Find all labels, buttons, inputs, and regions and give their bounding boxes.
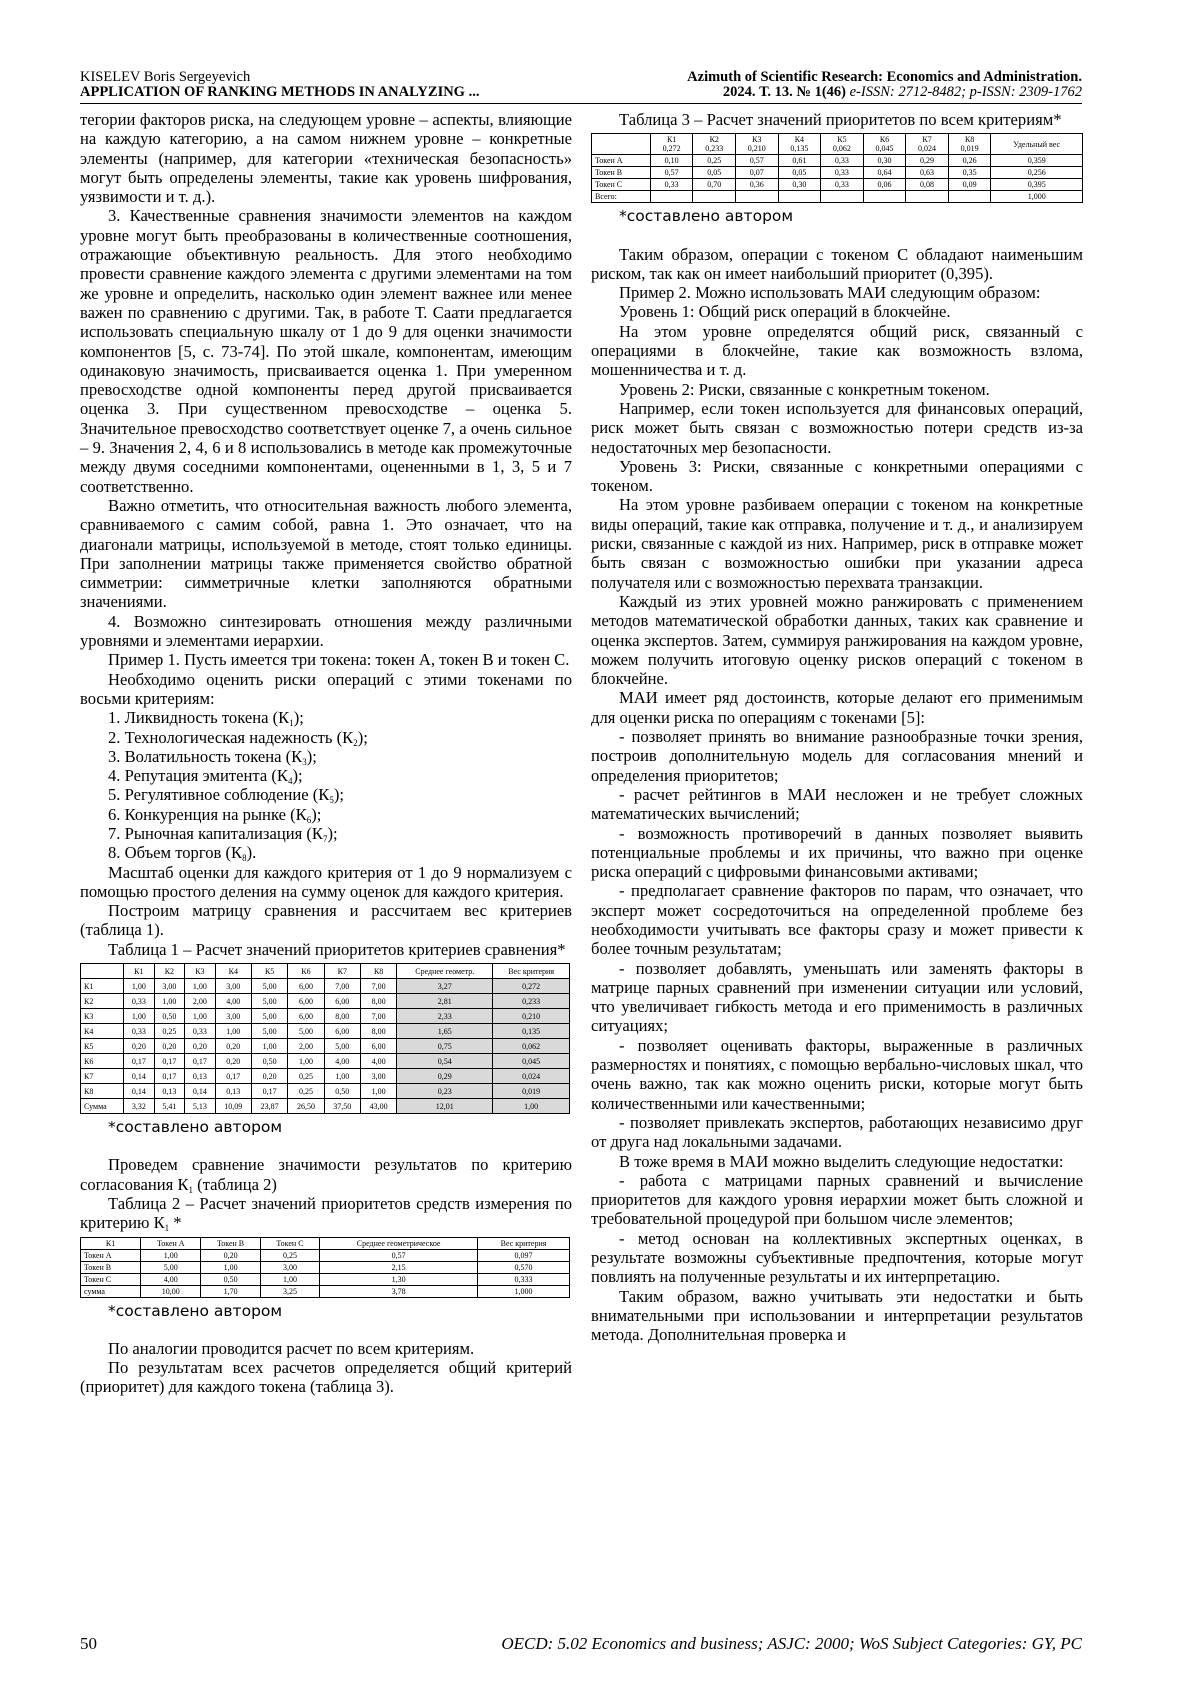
paragraph: [80, 1155, 572, 1194]
list-item: - позволяет добавлять, уменьшать или заменять факторы в матрице парных сравнений при изменении ситуации или условий, что увеличивает гибкость метода и его применимость в различных ситуациях;: [591, 958, 1083, 1036]
table-cell: 0,70: [693, 179, 736, 191]
table-cell: 0,20: [185, 1039, 216, 1054]
table-cell: 8,00: [324, 1009, 360, 1024]
table-cell: 8,00: [360, 994, 396, 1009]
table-cell: 0,14: [124, 1084, 155, 1099]
table-cell: 5,41: [154, 1099, 185, 1114]
table-header-cell: К5 0,062: [821, 134, 864, 155]
table-row: [81, 1024, 570, 1039]
table-cell: 3,27: [397, 979, 493, 994]
table-cell: 0,05: [693, 167, 736, 179]
list-item: - позволяет оценивать факторы, выраженные в различных размерностях и понятиях, с помощью вербально-числовых шкал, что очень важно, так как можно оценить риски, которые могут быть количественными или качественными;: [591, 1035, 1083, 1113]
right-column: [591, 110, 1083, 1345]
table1-caption: Таблица 1 – Расчет значений приоритетов критериев сравнения*: [108, 939, 566, 959]
table-cell: [736, 191, 779, 203]
table-cell: Сумма: [81, 1099, 124, 1114]
table-cell: 5,00: [288, 1024, 324, 1039]
table-cell: 0,024: [493, 1069, 570, 1084]
t2-cap-end: *: [169, 1213, 182, 1233]
table-cell: 0,17: [215, 1069, 251, 1084]
table-cell: 0,29: [397, 1069, 493, 1084]
table-cell: Токен В: [81, 1261, 141, 1273]
table-cell: К1: [81, 979, 124, 994]
table-cell: [693, 191, 736, 203]
table-cell: 0,50: [154, 1009, 185, 1024]
paragraph: По аналогии проводится расчет по всем критериям.: [108, 1338, 475, 1358]
paragraph: Пример 2. Можно использовать МАИ следующим образом:: [619, 283, 1041, 303]
table-cell: 0,30: [863, 155, 906, 167]
table-cell: [948, 191, 991, 203]
table2-note: *составлено автором: [108, 1301, 283, 1320]
criterion-item: 2. Технологическая надежность $(К_2)$;: [108, 727, 368, 748]
table-row: [81, 1261, 570, 1273]
table-cell: 7,00: [360, 1009, 396, 1024]
table-cell: 0,062: [493, 1039, 570, 1054]
header-title: APPLICATION OF RANKING METHODS IN ANALYZING ...: [80, 84, 480, 100]
table-cell: 0,25: [288, 1069, 324, 1084]
running-header-left: [80, 70, 479, 100]
paragraph: В тоже время в МАИ можно выделить следующие недостатки:: [619, 1151, 1064, 1171]
table-cell: 6,00: [360, 1039, 396, 1054]
table3-note: *составлено автором: [619, 207, 794, 226]
paragraph: 4. Возможно синтезировать отношения между различными уровнями и элементами иерархии.: [80, 611, 572, 651]
table-cell: 3,25: [260, 1285, 319, 1297]
table-cell: 0,135: [493, 1024, 570, 1039]
table-cell: 0,13: [185, 1069, 216, 1084]
paragraph: 3. Качественные сравнения значимости элементов на каждом уровне могут быть преобразованы в количественные соотношения, отражающие объективную реальность. Для этого необходимо провести сравнение каждого элемента с другими элементами на том же уровне и определить, насколько один элемент важнее или менее важен по сравнению с другими. Так, в работе Т. Саати предлагается использовать специальную шкалу от 1 до 9 для оценки значимости компонентов [5, с. 73-74]. По этой шкале, компонентам, имеющим одинаковую значимость, присваивается оценка 1. При умеренном превосходстве одной компоненты перед другой присваивается оценка 3. При существенном превосходстве – оценка 5. Значительное превосходство соответствует оценке 7, а очень сильное – 9. Значения 2, 4, 6 и 8 использовались в методе как промежуточные между двумя соседними компонентами, оцененными в 1, 3, 5 и 7 соответственно.: [80, 206, 572, 496]
table-cell: 6,00: [288, 994, 324, 1009]
table-cell: 0,57: [320, 1249, 478, 1261]
table-header-cell: К6: [288, 964, 324, 979]
table-cell: 0,61: [778, 155, 821, 167]
table-header-row: [81, 964, 570, 979]
table-cell: 1,00: [493, 1099, 570, 1114]
table-cell: 0,13: [154, 1084, 185, 1099]
table-cell: 0,25: [154, 1024, 185, 1039]
running-header-right: [687, 70, 1082, 100]
table-cell: 0,33: [185, 1024, 216, 1039]
table-header-cell: К6 0,045: [863, 134, 906, 155]
table-header-cell: К2 0,233: [693, 134, 736, 155]
table-cell: 1,65: [397, 1024, 493, 1039]
table-cell: 6,00: [288, 1009, 324, 1024]
header-issn: e-ISSN: 2712-8482; p-ISSN: 2309-1762: [849, 84, 1082, 100]
table-cell: 0,54: [397, 1054, 493, 1069]
table-cell: 2,33: [397, 1009, 493, 1024]
table-cell: 0,30: [778, 179, 821, 191]
table-cell: К4: [81, 1024, 124, 1039]
table-header-cell: К5: [251, 964, 287, 979]
table-header-cell: К7: [324, 964, 360, 979]
criterion-item: 1. Ликвидность токена $(К_1)$;: [108, 708, 304, 729]
page-number: 50: [80, 1634, 97, 1653]
disadvantages-list: [591, 1171, 1083, 1287]
table-cell: 0,63: [906, 167, 949, 179]
table-cell: 0,395: [991, 179, 1083, 191]
table-cell: Токен С: [592, 179, 651, 191]
table-cell: 0,29: [906, 155, 949, 167]
table-row: [81, 1039, 570, 1054]
table-header-cell: К4 0,135: [778, 134, 821, 155]
table-header-cell: Токен А: [141, 1237, 201, 1249]
table-cell: 0,09: [948, 179, 991, 191]
table-cell: [906, 191, 949, 203]
criterion-item: 3. Волатильность токена $(К_3)$;: [108, 746, 317, 767]
table-cell: 5,00: [251, 994, 287, 1009]
table-header-cell: К3: [185, 964, 216, 979]
table-cell: 23,87: [251, 1099, 287, 1114]
table-cell: 0,20: [124, 1039, 155, 1054]
table-header-cell: Вес критерия: [478, 1237, 570, 1249]
paragraph: Таким образом, важно учитывать эти недостатки и быть внимательными при использовании и интерпретации результатов метода. Дополнительная проверка и: [591, 1286, 1083, 1345]
p9-text: Проведем сравнение значимости результатов по критерию согласования К: [80, 1155, 572, 1194]
table-cell: К2: [81, 994, 124, 1009]
table-header-cell: Удельный вес: [991, 134, 1083, 155]
table-cell: 1,00: [201, 1261, 260, 1273]
table-cell: 0,256: [991, 167, 1083, 179]
table-cell: 0,097: [478, 1249, 570, 1261]
table-cell: сумма: [81, 1285, 141, 1297]
table-cell: [650, 191, 693, 203]
table-cell: 2,00: [185, 994, 216, 1009]
table-cell: К6: [81, 1054, 124, 1069]
table-cell: 2,81: [397, 994, 493, 1009]
table-cell: Токен А: [592, 155, 651, 167]
table-cell: 0,35: [948, 167, 991, 179]
table-cell: 3,00: [260, 1261, 319, 1273]
table-cell: 3,00: [215, 1009, 251, 1024]
table1-note: *составлено автором: [108, 1118, 283, 1137]
table-cell: [863, 191, 906, 203]
table-cell: 0,36: [736, 179, 779, 191]
header-author: KISELEV Boris Sergeyevich: [80, 69, 251, 85]
table-cell: 5,00: [251, 1024, 287, 1039]
table-header-cell: Вес критерия: [493, 964, 570, 979]
table-cell: 0,17: [124, 1054, 155, 1069]
table-cell: 0,13: [215, 1084, 251, 1099]
table-row: [592, 179, 1083, 191]
table-cell: 1,00: [360, 1084, 396, 1099]
paragraph: Например, если токен используется для финансовых операций, риск может быть связан с возможностью потери средств из-за недостаточных мер безопасности.: [591, 398, 1083, 457]
table-cell: 5,00: [324, 1039, 360, 1054]
table-cell: 43,00: [360, 1099, 396, 1114]
table-cell: 0,17: [185, 1054, 216, 1069]
table-row: [81, 1249, 570, 1261]
table-cell: 10,09: [215, 1099, 251, 1114]
table-cell: 1,00: [124, 1009, 155, 1024]
left-column: [80, 110, 572, 1397]
table-cell: 7,00: [324, 979, 360, 994]
table-cell: 0,14: [124, 1069, 155, 1084]
header-rule: [80, 103, 1082, 104]
table-header-cell: К1: [81, 1237, 141, 1249]
criterion-item: 7. Рыночная капитализация $(К_7)$;: [108, 823, 338, 844]
paragraph: Уровень 1: Общий риск операций в блокчейне.: [619, 302, 951, 322]
table-cell: 0,50: [324, 1084, 360, 1099]
table-cell: 0,019: [493, 1084, 570, 1099]
table-cell: 0,05: [778, 167, 821, 179]
paragraph: По результатам всех расчетов определяется общий критерий (приоритет) для каждого токена (таблица 3).: [80, 1358, 572, 1397]
table-header-row: [592, 134, 1083, 155]
paragraph: На этом уровне определятся общий риск, связанный с операциями в блокчейне, такие как возможность взлома, мошенничества и т. д.: [591, 321, 1083, 380]
table-cell: 5,13: [185, 1099, 216, 1114]
list-item: - расчет рейтингов в МАИ несложен и не требует сложных математических вычислений;: [591, 784, 1083, 824]
table-cell: 0,20: [215, 1039, 251, 1054]
table-row: [81, 1069, 570, 1084]
table-cell: 0,75: [397, 1039, 493, 1054]
list-item: - позволяет привлекать экспертов, работающих независимо друг от друга над локальными задачами.: [591, 1112, 1083, 1152]
table-row: [81, 994, 570, 1009]
table-cell: 3,78: [320, 1285, 478, 1297]
list-item: - метод основан на коллективных экспертных оценках, в результате возможны субъективные предпочтения, которые могут повлиять на полученные результаты и их интерпретацию.: [591, 1228, 1083, 1287]
table-cell: 0,33: [821, 155, 864, 167]
paragraph: Каждый из этих уровней можно ранжировать с применением методов математической обработки данных, таких как сравнение и оценка экспертов. Затем, суммируя ранжирования на каждом уровне, можем получить итоговую оценку рисков операций с токеном в блокчейне.: [591, 591, 1083, 689]
table-header-cell: К8 0,019: [948, 134, 991, 155]
table-cell: 0,333: [478, 1273, 570, 1285]
paragraph: Уровень 3: Риски, связанные с конкретными операциями с токеном.: [591, 456, 1083, 496]
table-header-cell: К4: [215, 964, 251, 979]
table-cell: 0,17: [154, 1054, 185, 1069]
list-item: - предполагает сравнение факторов по парам, что означает, что эксперт может сосредоточиться на определенной проблеме без необходимости учитывать все факторы сразу и может привести к более точным результатам;: [591, 881, 1083, 959]
table-cell: 0,570: [478, 1261, 570, 1273]
table-cell: 0,210: [493, 1009, 570, 1024]
table-cell: 0,26: [948, 155, 991, 167]
table-cell: 0,20: [251, 1069, 287, 1084]
paragraph: Масштаб оценки для каждого критерия от 1 до 9 нормализуем с помощью простого деления на сумму оценок для каждого критерия.: [80, 862, 572, 901]
criterion-item: 8. Объем торгов $(К_8)$.: [108, 843, 257, 864]
table2-caption: [80, 1194, 572, 1233]
criterion-item: 6. Конкуренция на рынке $(К_6)$;: [108, 804, 322, 825]
table-row: [592, 155, 1083, 167]
table-cell: 0,50: [201, 1273, 260, 1285]
table-cell: Токен А: [81, 1249, 141, 1261]
table-cell: Токен С: [81, 1273, 141, 1285]
list-item: - позволяет принять во внимание разнообразные точки зрения, построив дополнительную модель для согласования мнений и определения приоритетов;: [591, 727, 1083, 785]
table-cell: 1,00: [324, 1069, 360, 1084]
table-header-cell: Токен В: [201, 1237, 260, 1249]
table-cell: 6,00: [288, 979, 324, 994]
table-row: [81, 1009, 570, 1024]
table-cell: 0,06: [863, 179, 906, 191]
table-cell: 4,00: [360, 1054, 396, 1069]
table-cell: 0,20: [215, 1054, 251, 1069]
table-cell: 0,33: [650, 179, 693, 191]
table-cell: 0,33: [124, 994, 155, 1009]
table-cell: 1,00: [260, 1273, 319, 1285]
table-cell: 0,045: [493, 1054, 570, 1069]
table-cell: 1,00: [288, 1054, 324, 1069]
table-cell: 0,359: [991, 155, 1083, 167]
list-item: - возможность противоречий в данных позволяет выявить потенциальные проблемы и их причины, что важно при оценке риска операций с цифровыми финансовыми активами;: [591, 823, 1083, 882]
table-cell: 0,10: [650, 155, 693, 167]
table-cell: Токен В: [592, 167, 651, 179]
table-header-cell: Среднее геометр.: [397, 964, 493, 979]
table-cell: 6,00: [324, 994, 360, 1009]
table-cell: 37,50: [324, 1099, 360, 1114]
criterion-item: 5. Регулятивное соблюдение $(К_5)$;: [108, 785, 344, 806]
table-cell: 2,15: [320, 1261, 478, 1273]
table-cell: 5,00: [141, 1261, 201, 1273]
table-cell: 1,70: [201, 1285, 260, 1297]
paragraph: МАИ имеет ряд достоинств, которые делают его применимым для оценки риска по операциям с токенами [5]:: [591, 688, 1083, 727]
table-row: [81, 979, 570, 994]
paragraph: На этом уровне разбиваем операции с токеном на конкретные виды операций, такие как отправка, получение и т. д., и анализируем риски, связанные с каждой из них. Например, риск в отправке может быть связан с возможностью ошибки при указании адреса получателя или с возможностью перехвата транзакции.: [591, 495, 1083, 592]
advantages-list: [591, 727, 1083, 1152]
table-cell: 0,25: [288, 1084, 324, 1099]
table-cell: 0,25: [693, 155, 736, 167]
table-header-cell: Токен С: [260, 1237, 319, 1249]
table-cell: 1,000: [478, 1285, 570, 1297]
table-cell: 0,33: [821, 179, 864, 191]
table-cell: 5,00: [251, 1009, 287, 1024]
table-row: [592, 167, 1083, 179]
table-cell: 0,50: [251, 1054, 287, 1069]
table-cell: [821, 191, 864, 203]
table-cell: 0,25: [260, 1249, 319, 1261]
paragraph: Пример 1. Пусть имеется три токена: токен А, токен В и токен С.: [108, 650, 570, 670]
table-cell: 5,00: [251, 979, 287, 994]
paragraph: Важно отметить, что относительная важность любого элемента, сравниваемого с самим собой, равна 1. Это означает, что на диагонали матрицы, используемой в методе, стоят только единицы. При заполнении матрицы также применяется свойство обратной симметрии: симметричные клетки заполняются обратными значениями.: [80, 495, 572, 612]
table3-caption: Таблица 3 – Расчет значений приоритетов по всем критериям*: [619, 110, 1062, 129]
table-row: [81, 1273, 570, 1285]
table-cell: 0,14: [185, 1084, 216, 1099]
table-row: [81, 1054, 570, 1069]
table-cell: 7,00: [360, 979, 396, 994]
table-cell: К8: [81, 1084, 124, 1099]
table-cell: 0,233: [493, 994, 570, 1009]
table-cell: 0,17: [251, 1084, 287, 1099]
table-3: [591, 133, 1083, 203]
t2-cap-text: Таблица 2 – Расчет значений приоритетов средств измерения по критерию К: [80, 1193, 572, 1233]
p9-sub: 1: [188, 1184, 194, 1195]
table-cell: 0,17: [154, 1069, 185, 1084]
p9-end: (таблица 2): [193, 1174, 277, 1194]
paragraph: Таким образом, операции с токеном С обладают наименьшим риском, так как он имеет наибольший приоритет (0,395).: [591, 244, 1083, 283]
table-cell: К5: [81, 1039, 124, 1054]
t2-cap-sub: 1: [164, 1223, 170, 1234]
table-cell: К7: [81, 1069, 124, 1084]
table-cell: 0,23: [397, 1084, 493, 1099]
table-cell: 2,00: [288, 1039, 324, 1054]
table-header-cell: Среднее геометрическое: [320, 1237, 478, 1249]
table-cell: 0,07: [736, 167, 779, 179]
table-row: [81, 1084, 570, 1099]
paragraph: Уровень 2: Риски, связанные с конкретным токеном.: [619, 379, 990, 399]
table-cell: 4,00: [215, 994, 251, 1009]
header-issue-line: [687, 85, 1082, 100]
table-cell: 0,20: [154, 1039, 185, 1054]
paragraph: тегории факторов риска, на следующем уровне – аспекты, влияющие на каждую категорию, а на самом нижнем уровне – конкретные элементы (например, для категории «техническая безопасность» могут быть определены элементы, такие как уровень шифрования, уязвимости и т. д.).: [80, 110, 572, 207]
table-cell: 1,00: [141, 1249, 201, 1261]
table-cell: 0,20: [201, 1249, 260, 1261]
table-cell: 0,272: [493, 979, 570, 994]
table-cell: 0,33: [124, 1024, 155, 1039]
table-row: [81, 1285, 570, 1297]
table-cell: 1,00: [185, 1009, 216, 1024]
table-cell: 10,00: [141, 1285, 201, 1297]
table-1: [80, 963, 570, 1114]
table-cell: 4,00: [141, 1273, 201, 1285]
header-issue: 2024. Т. 13. № 1(46): [722, 84, 846, 100]
table-cell: 0,57: [650, 167, 693, 179]
table-cell: [778, 191, 821, 203]
table-cell: 1,30: [320, 1273, 478, 1285]
header-journal: Azimuth of Scientific Research: Economics and Administration.: [687, 69, 1082, 85]
table-cell: 6,00: [324, 1024, 360, 1039]
table-row: [81, 1099, 570, 1114]
table-cell: 12,01: [397, 1099, 493, 1114]
table-header-cell: [592, 134, 651, 155]
table-cell: 3,00: [154, 979, 185, 994]
table-2: [80, 1237, 570, 1298]
table-header-cell: К2: [154, 964, 185, 979]
table-cell: 4,00: [324, 1054, 360, 1069]
table-cell: 1,000: [991, 191, 1083, 203]
table-header-cell: К1 0,272: [650, 134, 693, 155]
table-header-cell: К3 0,210: [736, 134, 779, 155]
paragraph: Построим матрицу сравнения и рассчитаем вес критериев (таблица 1).: [80, 901, 572, 940]
table-row: [592, 191, 1083, 203]
table-header-row: [81, 1237, 570, 1249]
table-cell: 1,00: [215, 1024, 251, 1039]
table-cell: 0,64: [863, 167, 906, 179]
list-item: - работа с матрицами парных сравнений и вычисление приоритетов для каждого уровня иерархии может быть сложной и требовательной процедурой при большом числе элементов;: [591, 1170, 1083, 1229]
table-header-cell: К7 0,024: [906, 134, 949, 155]
table-cell: 0,08: [906, 179, 949, 191]
table-cell: Всего:: [592, 191, 651, 203]
table-cell: 1,00: [185, 979, 216, 994]
table-header-cell: [81, 964, 124, 979]
table-cell: 26,50: [288, 1099, 324, 1114]
table-header-cell: К8: [360, 964, 396, 979]
table-cell: 1,00: [154, 994, 185, 1009]
table-cell: 1,00: [124, 979, 155, 994]
table-cell: 1,00: [251, 1039, 287, 1054]
table-cell: К3: [81, 1009, 124, 1024]
table-cell: 0,33: [821, 167, 864, 179]
criteria-list: [80, 708, 572, 862]
table-cell: 8,00: [360, 1024, 396, 1039]
table-cell: 3,00: [215, 979, 251, 994]
footer-classification: OECD: 5.02 Economics and business; ASJC: 2000; WoS Subject Categories: GY, PC: [501, 1634, 1082, 1653]
table-cell: 0,57: [736, 155, 779, 167]
criterion-item: 4. Репутация эмитента $(К_4)$;: [108, 766, 303, 787]
paragraph: Необходимо оценить риски операций с этими токенами по восьми критериям:: [80, 669, 572, 708]
table-cell: 3,32: [124, 1099, 155, 1114]
table-cell: 3,00: [360, 1069, 396, 1084]
table-header-cell: К1: [124, 964, 155, 979]
